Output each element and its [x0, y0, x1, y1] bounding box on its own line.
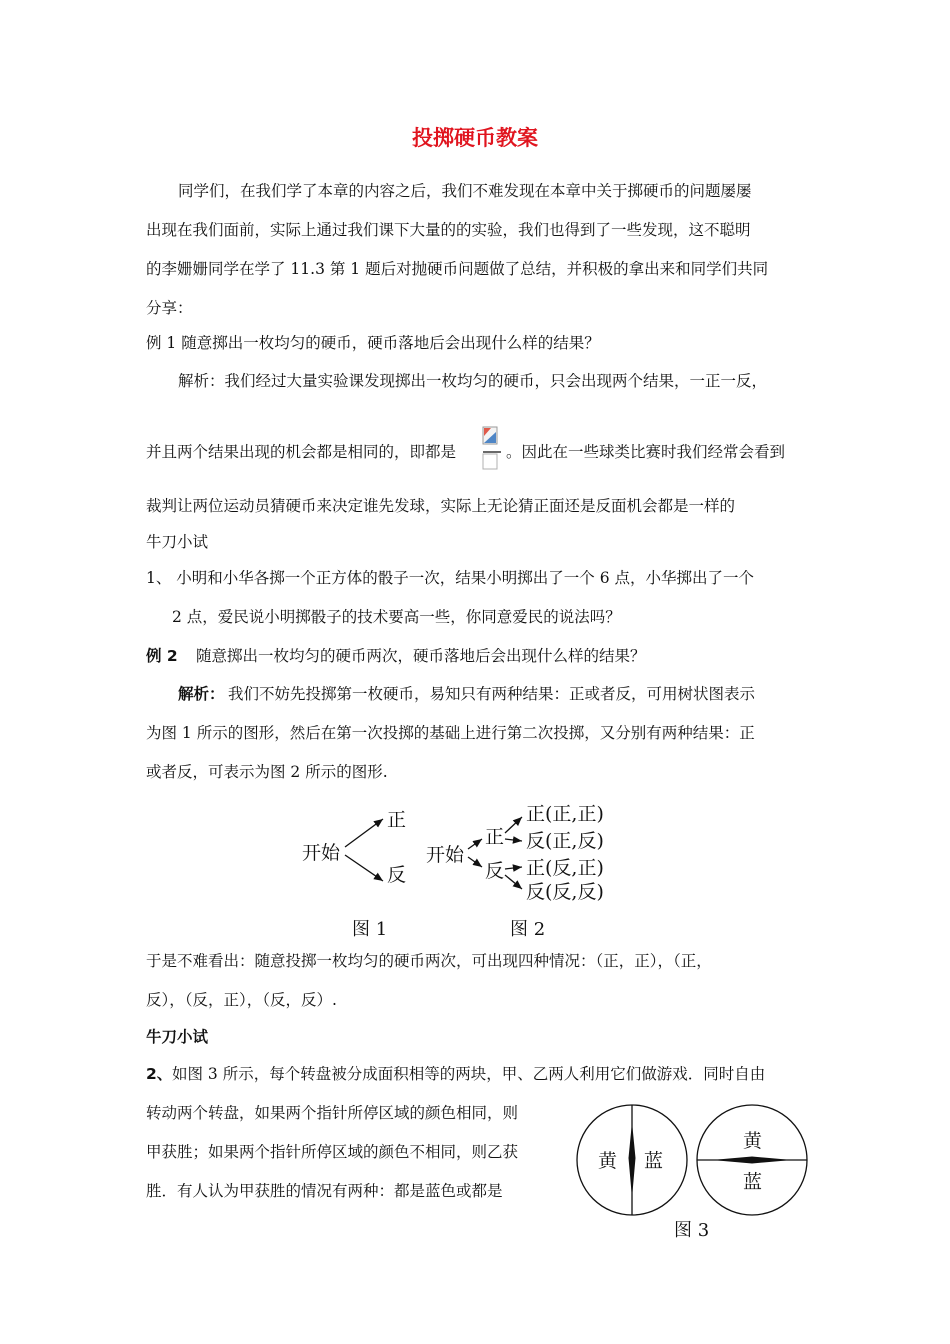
fig2-tails-label: 反	[485, 860, 505, 882]
conclusion-line-1: 于是不难看出：随意投掷一枚均匀的硬币两次，可出现四种情况：（正，正），（正，	[146, 952, 712, 970]
fig3-caption: 图 3	[674, 1220, 710, 1241]
example-2-answer-line-1: 我们不妨先投掷第一枚硬币，易知只有两种结果：正或者反，可用树状图表示	[228, 685, 756, 703]
example-2-question: 随意掷出一枚均匀的硬币两次，硬币落地后会出现什么样的结果？	[196, 647, 646, 665]
example-2-answer-label: 解析：	[178, 685, 225, 703]
try-2-line-3: 甲获胜；如果两个指针所停区域的颜色不相同，则乙获	[146, 1143, 519, 1161]
fig2-branch-th	[505, 867, 522, 869]
spinners-figure	[572, 1098, 812, 1244]
fig2-heads-label: 正	[485, 826, 505, 848]
try-2-label: 2、	[146, 1065, 173, 1083]
intro-line-3: 的李姗姗同学在学了 11.3 第 1 题后对抛硬币问题做了总结，并积极的拿出来和同学们共同	[146, 260, 769, 278]
right-spinner	[697, 1105, 807, 1215]
left-spinner-blue: 蓝	[644, 1150, 664, 1172]
fig2-branch-heads	[468, 839, 482, 849]
try-1-line-1: 1、 小明和小华各掷一个正方体的骰子一次，结果小明掷出了一个 6 点，小华掷出了一个	[146, 569, 755, 587]
tree-diagrams	[290, 795, 630, 945]
try-2-heading: 牛刀小试	[146, 1028, 209, 1046]
fig2-start-label: 开始	[426, 844, 465, 866]
page-title: 投掷硬币教案	[412, 125, 538, 150]
fig2-caption: 图 2	[510, 919, 546, 940]
intro-line-2: 出现在我们面前，实际上通过我们课下大量的的实验，我们也得到了一些发现，这不聪明	[146, 221, 751, 239]
example-1-answer-line-2b: 。因此在一些球类比赛时我们经常会看到	[506, 443, 786, 461]
fig1-branch-heads	[345, 819, 383, 847]
example-1-answer-line-3: 裁判让两位运动员猜硬币来决定谁先发球，实际上无论猜正面还是反面机会都是一样的	[146, 497, 736, 515]
intro-line-1: 同学们，在我们学了本章的内容之后，我们不难发现在本章中关于掷硬币的问题屡屡	[178, 182, 752, 200]
fig2-branch-tails	[468, 857, 482, 867]
try-2-line-4: 胜．有人认为甲获胜的情况有两种：都是蓝色或都是	[146, 1182, 503, 1200]
right-spinner-yellow: 黄	[743, 1130, 763, 1152]
example-1-answer-line-1: 解析：我们经过大量实验课发现掷出一枚均匀的硬币，只会出现两个结果，一正一反，	[178, 372, 768, 390]
try-1-heading: 牛刀小试	[146, 533, 209, 551]
tree-figure-2	[426, 803, 604, 903]
fig1-tails-label: 反	[387, 864, 407, 886]
fig2-branch-tt	[505, 875, 522, 889]
fig2-branch-ht	[505, 839, 522, 841]
fig2-outcome-1: 正(正,正)	[526, 803, 604, 825]
try-1-line-2: 2 点，爱民说小明掷骰子的技术要高一些，你同意爱民的说法吗？	[172, 608, 621, 626]
fraction-image-icon	[482, 426, 502, 470]
try-2-line-1: 如图 3 所示，每个转盘被分成面积相等的两块，甲、乙两人利用它们做游戏．同时自由	[172, 1065, 766, 1083]
left-spinner	[577, 1105, 687, 1215]
fig2-outcome-3: 正(反,正)	[526, 857, 604, 879]
right-spinner-blue: 蓝	[743, 1171, 763, 1193]
fig1-caption: 图 1	[352, 919, 388, 940]
left-spinner-yellow: 黄	[598, 1150, 618, 1172]
example-2-label: 例 2	[146, 647, 178, 665]
example-1-answer-line-2a: 并且两个结果出现的机会都是相同的，即都是	[146, 443, 457, 461]
try-2-line-2: 转动两个转盘，如果两个指针所停区域的颜色相同，则	[146, 1104, 519, 1122]
conclusion-line-2: 反），（反，正），（反，反）.	[146, 991, 337, 1009]
fig1-start-label: 开始	[302, 842, 341, 864]
example-2-answer-line-3: 或者反，可表示为图 2 所示的图形.	[146, 763, 388, 781]
example-1-question: 例 1 随意掷出一枚均匀的硬币，硬币落地后会出现什么样的结果？	[146, 334, 600, 352]
intro-line-4: 分享：	[146, 299, 193, 317]
fig1-branch-tails	[345, 855, 383, 881]
example-2-answer-line-2: 为图 1 所示的图形，然后在第一次投掷的基础上进行第二次投掷，又分别有两种结果：正	[146, 724, 755, 742]
tree-figure-1	[302, 809, 406, 886]
fig2-branch-hh	[505, 817, 522, 833]
fig1-heads-label: 正	[387, 809, 407, 831]
fig2-outcome-4: 反(反,反)	[526, 881, 604, 903]
fig2-outcome-2: 反(正,反)	[526, 830, 604, 852]
